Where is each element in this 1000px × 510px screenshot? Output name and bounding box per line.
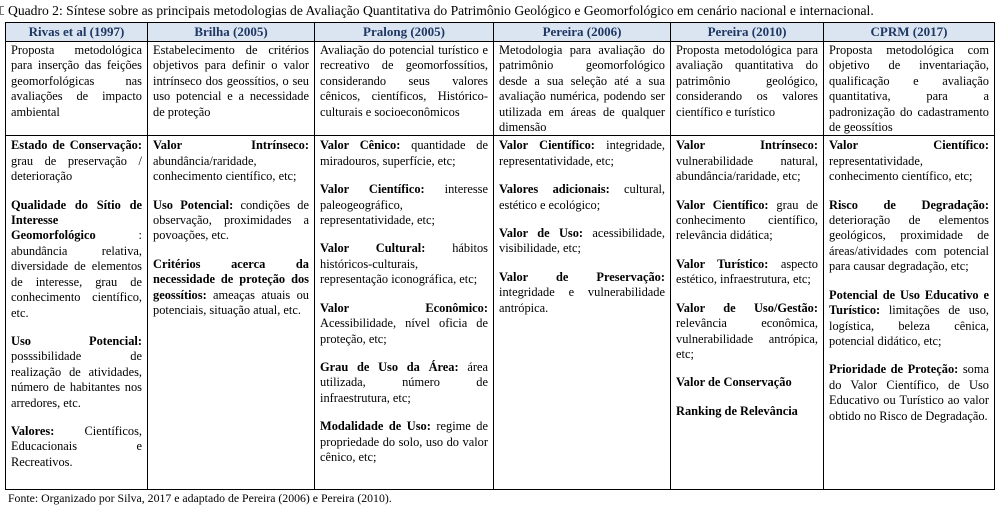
criterion-label: Prioridade de Proteção: <box>829 362 959 377</box>
criterion-entry <box>499 270 665 316</box>
criterion-entry <box>320 138 488 169</box>
criterion-entry <box>320 182 488 228</box>
criterion-entry <box>829 138 989 184</box>
column-header-pralong: Pralong (2005) <box>315 23 494 42</box>
criterion-label: Valor de Preservação: <box>499 269 665 284</box>
criteria-cell <box>494 136 671 490</box>
criterion-entry <box>676 257 818 288</box>
criterion-entry <box>676 404 818 419</box>
criterion-label: Uso Potencial: <box>153 197 234 212</box>
criterion-text: limitações de uso, logística, beleza cênica, potencial didático, etc; <box>829 303 989 348</box>
criterion-entry <box>829 362 989 424</box>
criterion-text: área utilizada, número de infraestrutura, etc; <box>320 359 488 405</box>
criterion-entry <box>829 288 989 350</box>
criterion-label: Valor de Conservação <box>676 375 792 390</box>
criterion-text: relevância econômica, vulnerabilidade antrópica, etc; <box>676 316 818 361</box>
criterion-entry <box>676 375 818 390</box>
criterion-label: Valor Científico: <box>320 182 425 197</box>
column-header-rivas: Rivas et al (1997) <box>6 23 148 42</box>
criterion-entry <box>320 301 488 347</box>
criterion-text: grau de preservação / deterioração <box>11 153 142 184</box>
criterion-entry <box>320 360 488 406</box>
criterion-text: integridade, representatividade, etc; <box>499 138 665 168</box>
criteria-cell <box>671 136 824 490</box>
criteria-cell <box>824 136 995 490</box>
criterion-text: cultural, estético e ecológico; <box>499 182 665 212</box>
criterion-entry <box>153 198 309 244</box>
criterion-label: Modalidade de Uso: <box>320 419 431 434</box>
criterion-label: Valor de Uso: <box>499 226 584 241</box>
criterion-label: Ranking de Relevância <box>676 403 798 418</box>
criterion-text: soma do Valor Científico, de Uso Educativo ou Turístico ao valor obtido no Risco de Degradação. <box>829 362 989 423</box>
criterion-text: abundância/raridade, conhecimento científico, etc; <box>153 153 297 184</box>
criterion-text: condições de observação, proximidades a povoações, etc. <box>153 197 309 243</box>
criterion-label: Qualidade do Sítio de Interesse Geomorfológico <box>11 197 142 243</box>
description-cell: Proposta metodológica com objetivo de inventariação, qualificação e avaliação quantitativa, para a padronização do cadastramento de geossítios <box>824 42 995 136</box>
criterion-label: Valor Cênico: <box>320 138 401 153</box>
criteria-cell <box>148 136 315 490</box>
criterion-label: Estado de Conservação: <box>11 138 142 153</box>
column-header-cprm: CPRM (2017) <box>824 23 995 42</box>
column-header-brilha: Brilha (2005) <box>148 23 315 42</box>
column-header-pereira-2010: Pereira (2010) <box>671 23 824 42</box>
criterion-label: Valor Cultural: <box>320 241 426 256</box>
criteria-cell <box>6 136 148 490</box>
criteria-cell <box>315 136 494 490</box>
criterion-text: integridade e vulnerabilidade antrópica. <box>499 285 665 315</box>
criterion-label: Critérios acerca da necessidade de proteção dos geossítios: <box>153 256 309 302</box>
criterion-entry <box>11 198 142 321</box>
description-cell: Proposta metodológica para avaliação quantitativa do patrimônio geológico, considerando os valores científico e turístico <box>671 42 824 136</box>
criterion-text: deterioração de elementos geológicos, proximidade de áreas/atividades com potencial para causar degradação, etc; <box>829 213 989 274</box>
description-row <box>6 42 995 136</box>
criterion-entry <box>11 334 142 411</box>
description-cell: Proposta metodológica para inserção das feições geomorfológicas nas avaliações de impacto ambiental <box>6 42 148 136</box>
criterion-text: acessibilidade, visibilidade, etc; <box>499 226 665 256</box>
criterion-text: Acessibilidade, nível oficia de proteção, etc; <box>320 316 488 346</box>
criterion-label: Potencial de Uso Educativo e Turístico: <box>829 287 989 318</box>
criterion-text: representatividade, conhecimento científico, etc; <box>829 153 973 184</box>
caption-anchor-mark <box>0 6 4 15</box>
criterion-label: Valor Científico: <box>676 197 769 212</box>
criterion-text: regime de propriedade do solo, uso do valor cênico, etc; <box>320 419 488 464</box>
criterion-entry <box>676 138 818 184</box>
criterion-text: vulnerabilidade natural, abundância/raridade, etc; <box>676 153 818 184</box>
criterion-text: quantidade de miradouros, superfície, etc; <box>320 138 488 168</box>
methodology-table <box>5 22 995 490</box>
description-cell: Avaliação do potencial turístico e recreativo de geomorfossítios, considerando seus valores cênicos, científicos, Histórico-culturais e socioeconômicos <box>315 42 494 136</box>
criterion-label: Valor Intrínseco: <box>676 138 818 153</box>
criterion-label: Uso Potencial: <box>11 333 142 348</box>
criterion-text: aspecto estético, infraestrutura, etc; <box>676 256 818 287</box>
criterion-entry <box>676 198 818 244</box>
criterion-label: Valores: <box>11 423 55 438</box>
criterion-label: Valor de Uso/Gestão: <box>676 300 818 315</box>
description-cell: Estabelecimento de critérios objetivos para definir o valor intrínseco dos geossítios, o seu uso potencial e a necessidade de proteção <box>148 42 315 136</box>
criterion-entry <box>676 301 818 363</box>
criterion-text: ameaças atuais ou potenciais, situação atual, etc. <box>153 287 309 318</box>
table-caption: Quadro 2: Síntese sobre as principais metodologias de Avaliação Quantitativa do Patrimônio Geológico e Geomorfológico em cenário nacional e internacional. <box>8 3 874 18</box>
criterion-label: Valor Econômico: <box>320 300 488 315</box>
criterion-entry <box>499 138 665 169</box>
criterion-label: Valor Intrínseco: <box>153 138 309 153</box>
criterion-text: : abundância relativa, diversidade de elementos de interesse, grau de conhecimento científico, etc. <box>11 228 142 320</box>
criterion-label: Valor Científico: <box>499 138 595 153</box>
criterion-text: hábitos históricos-culturais, representação iconográfica, etc; <box>320 241 488 287</box>
description-cell: Metodologia para avaliação do patrimônio geomorfológico desde a sua seleção até a sua avaliação numérica, podendo ser utilizada em áreas de qualquer dimensão <box>494 42 671 136</box>
column-header-pereira-2006: Pereira (2006) <box>494 23 671 42</box>
criterion-entry <box>829 198 989 275</box>
criterion-entry <box>153 138 309 184</box>
criterion-entry <box>320 241 488 287</box>
criterion-entry <box>499 226 665 257</box>
criteria-row <box>6 136 995 490</box>
criterion-text: grau de conhecimento científico, relevância didática; <box>676 197 818 243</box>
criterion-label: Valores adicionais: <box>499 182 610 197</box>
criterion-text: posssibilidade de realização de atividades, número de habitantes nos arredores, etc. <box>11 349 142 410</box>
criterion-text: Científicos, Educacionais e Recreativos. <box>11 423 142 469</box>
criterion-entry <box>153 257 309 319</box>
criterion-label: Grau de Uso da Área: <box>320 359 459 374</box>
table-source-note: Fonte: Organizado por Silva, 2017 e adaptado de Pereira (2006) e Pereira (2010). <box>8 491 392 505</box>
criterion-entry <box>11 424 142 470</box>
criterion-entry <box>320 419 488 465</box>
criterion-label: Valor Científico: <box>829 138 989 153</box>
criterion-entry <box>11 138 142 184</box>
criterion-label: Risco de Degradação: <box>829 197 989 212</box>
criterion-entry <box>499 182 665 213</box>
header-row <box>6 23 995 42</box>
criterion-label: Valor Turístico: <box>676 256 769 271</box>
criterion-text: interesse paleogeográfico, representatividade, etc; <box>320 182 488 228</box>
